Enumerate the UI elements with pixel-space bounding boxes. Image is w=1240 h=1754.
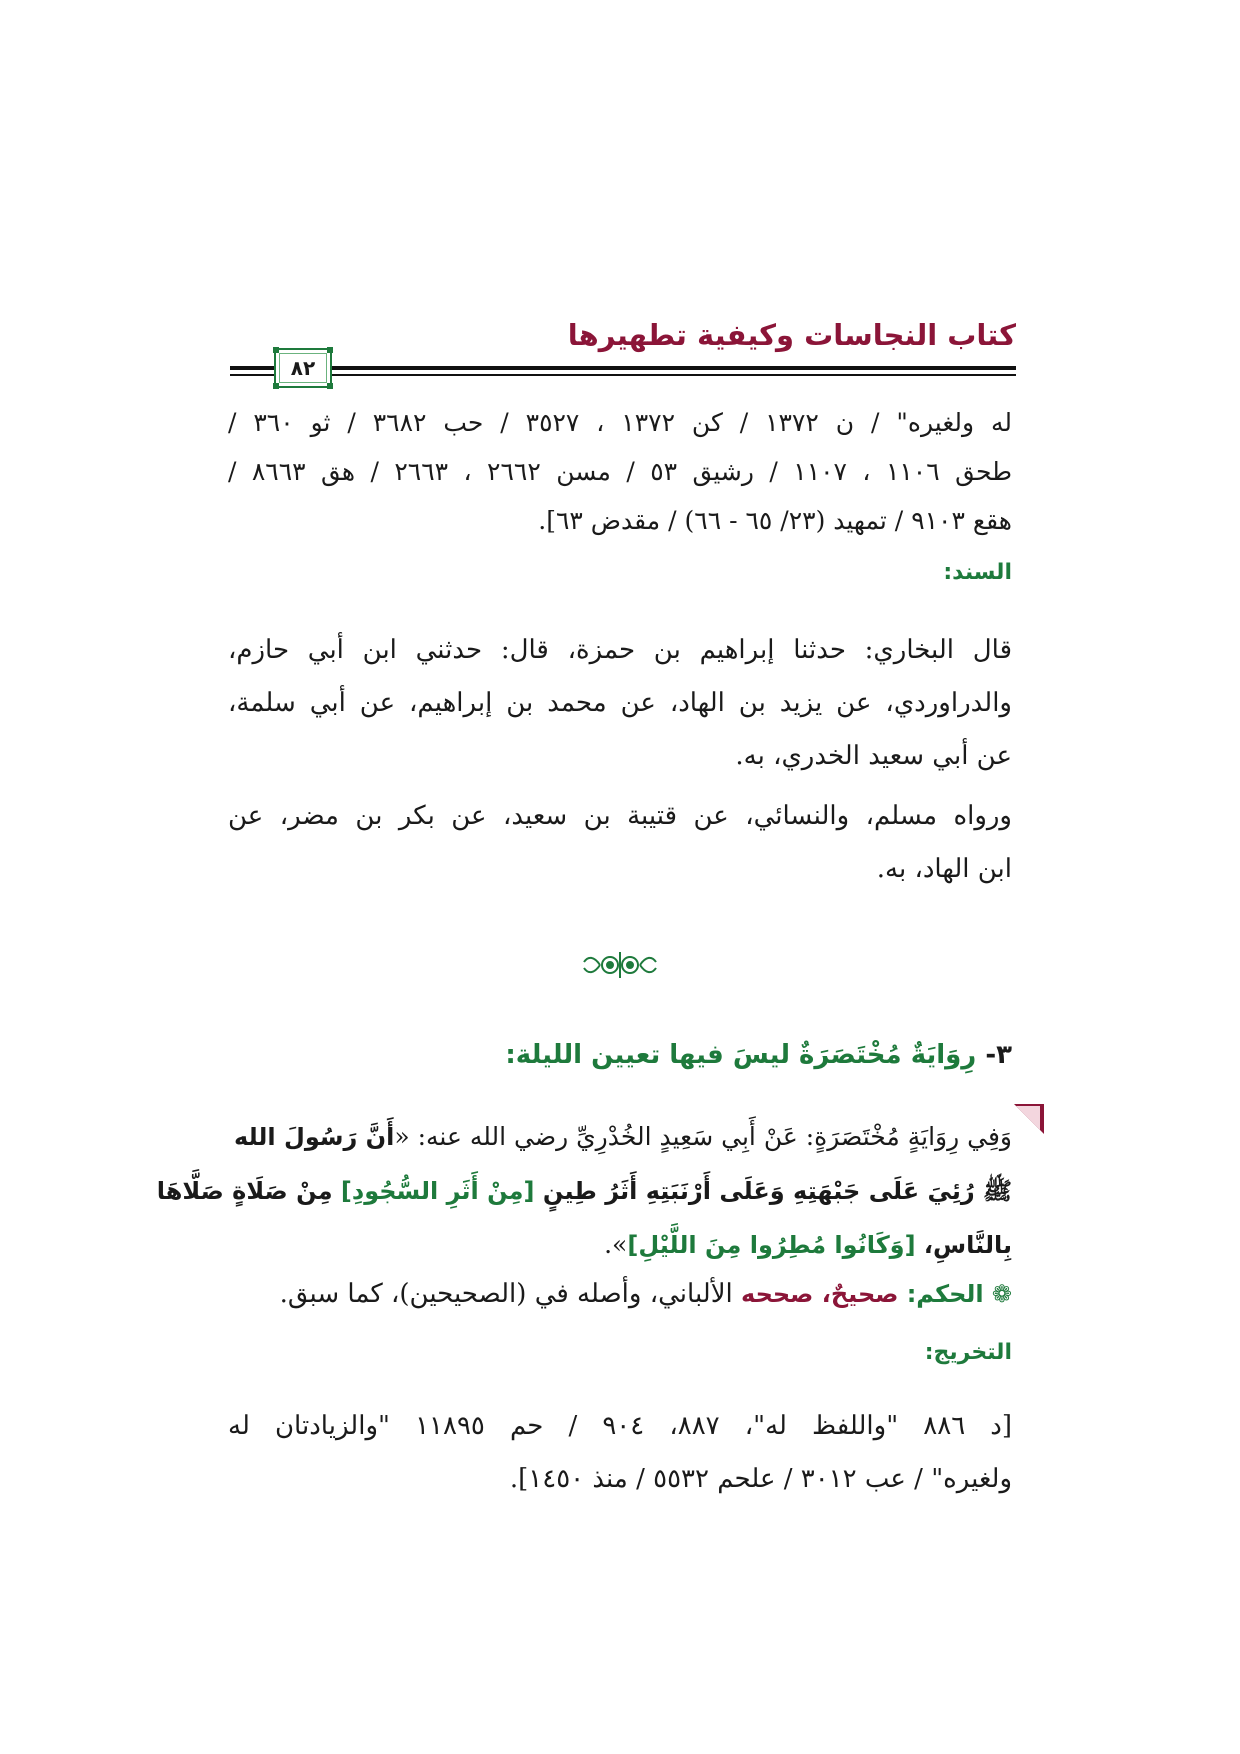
text-line: عن أبي سعيد الخدري، به. <box>735 741 1012 771</box>
ornament-divider-icon <box>578 948 662 982</box>
page-header <box>230 318 1016 388</box>
hadith-bold-text: أَنَّ رَسُولَ الله <box>234 1123 395 1151</box>
hadith-line-2 <box>156 1164 1012 1218</box>
page-number: ٨٢ <box>290 356 316 380</box>
book-title: كتاب النجاسات وكيفية تطهيرها <box>567 318 1016 352</box>
section-heading <box>505 1040 1012 1070</box>
text-line: قال البخاري: حدثنا إبراهيم بن حمزة، قال: حدثني ابن أبي حازم، <box>228 635 1012 665</box>
header-rule-thin <box>230 374 1016 376</box>
page-number-badge <box>274 348 332 388</box>
ruling-label: الحكم: <box>906 1280 984 1308</box>
ref-line: هقع ٩١٠٣ / تمهيد (٢٣/ ٦٥ - ٦٦) / مقدض ٦٣]. <box>538 506 1012 535</box>
hadith-bold-text: بِالنَّاسِ، <box>923 1231 1012 1259</box>
text-line: ابن الهاد، به. <box>876 854 1012 884</box>
references-top <box>228 398 1012 545</box>
section-number: ٣- <box>985 1040 1012 1070</box>
section-title: رِوَايَةٌ مُخْتَصَرَةٌ ليسَ فيها تعيين الليلة: <box>505 1040 977 1070</box>
ruling-line <box>228 1268 1012 1321</box>
takhrij-references <box>228 1400 1012 1506</box>
hadith-line-3 <box>252 1218 1012 1272</box>
sanad-label: السند: <box>943 560 1012 585</box>
hadith-end: ». <box>604 1230 628 1259</box>
text-line: والدراوردي، عن يزيد بن الهاد، عن محمد بن إبراهيم، عن أبي سلمة، <box>228 688 1012 718</box>
ruling-rest: الألباني، وأصله في (الصحيحين)، كما سبق. <box>279 1279 742 1309</box>
ref-line: له ولغيره" / ن ١٣٧٢ / كن ١٣٧٢ ، ٣٥٢٧ / حب ٣٦٨٢ / ثو ٣٦٠ / <box>228 408 1013 437</box>
flower-icon: ❁ <box>991 1280 1012 1308</box>
ref-line: [د ٨٨٦ "واللفظ له"، ٨٨٧، ٩٠٤ / حم ١١٨٩٥ "والزيادتان له <box>228 1411 1012 1441</box>
hadith-bold-text: مِنْ صَلَاةٍ صَلَّاهَا <box>156 1177 333 1205</box>
hadith-addition: [وَكَانُوا مُطِرُوا مِنَ اللَّيْلِ] <box>627 1231 924 1259</box>
hadith-intro: وَفِي رِوَايَةٍ مُخْتَصَرَةٍ: عَنْ أَبِي سَعِيدٍ الخُدْرِيِّ رضي الله عنه: « <box>394 1122 1012 1151</box>
hadith-addition: [مِنْ أَثَرِ السُّجُودِ] <box>332 1177 543 1205</box>
ref-line: ولغيره" / عب ٣٠١٢ / علحم ٥٥٣٢ / منذ ١٤٥٠]. <box>509 1464 1012 1494</box>
takhrij-label: التخريج: <box>924 1340 1012 1365</box>
text-line: ورواه مسلم، والنسائي، عن قتيبة بن سعيد، عن بكر بن مضر، عن <box>228 801 1012 831</box>
quote-corner-inner-icon <box>1016 1106 1040 1130</box>
sanad-paragraph-2 <box>228 790 1012 896</box>
header-rule-thick <box>230 366 1016 370</box>
hadith-line-1 <box>234 1110 1012 1164</box>
hadith-block <box>156 1110 1012 1272</box>
ref-line: طحق ١١٠٦ ، ١١٠٧ / رشيق ٥٣ / مسن ٢٦٦٢ ، ٢٦٦٣ / هق ٨٦٦٣ / <box>228 457 1012 486</box>
hadith-bold-text: ﷺ رُئِيَ عَلَى جَبْهَتِهِ وَعَلَى أَرْنَبَتِهِ أَثَرُ طِينٍ <box>542 1177 1012 1205</box>
sanad-paragraph-1 <box>228 624 1012 783</box>
ruling-value: صحيحٌ، صححه <box>741 1280 899 1308</box>
